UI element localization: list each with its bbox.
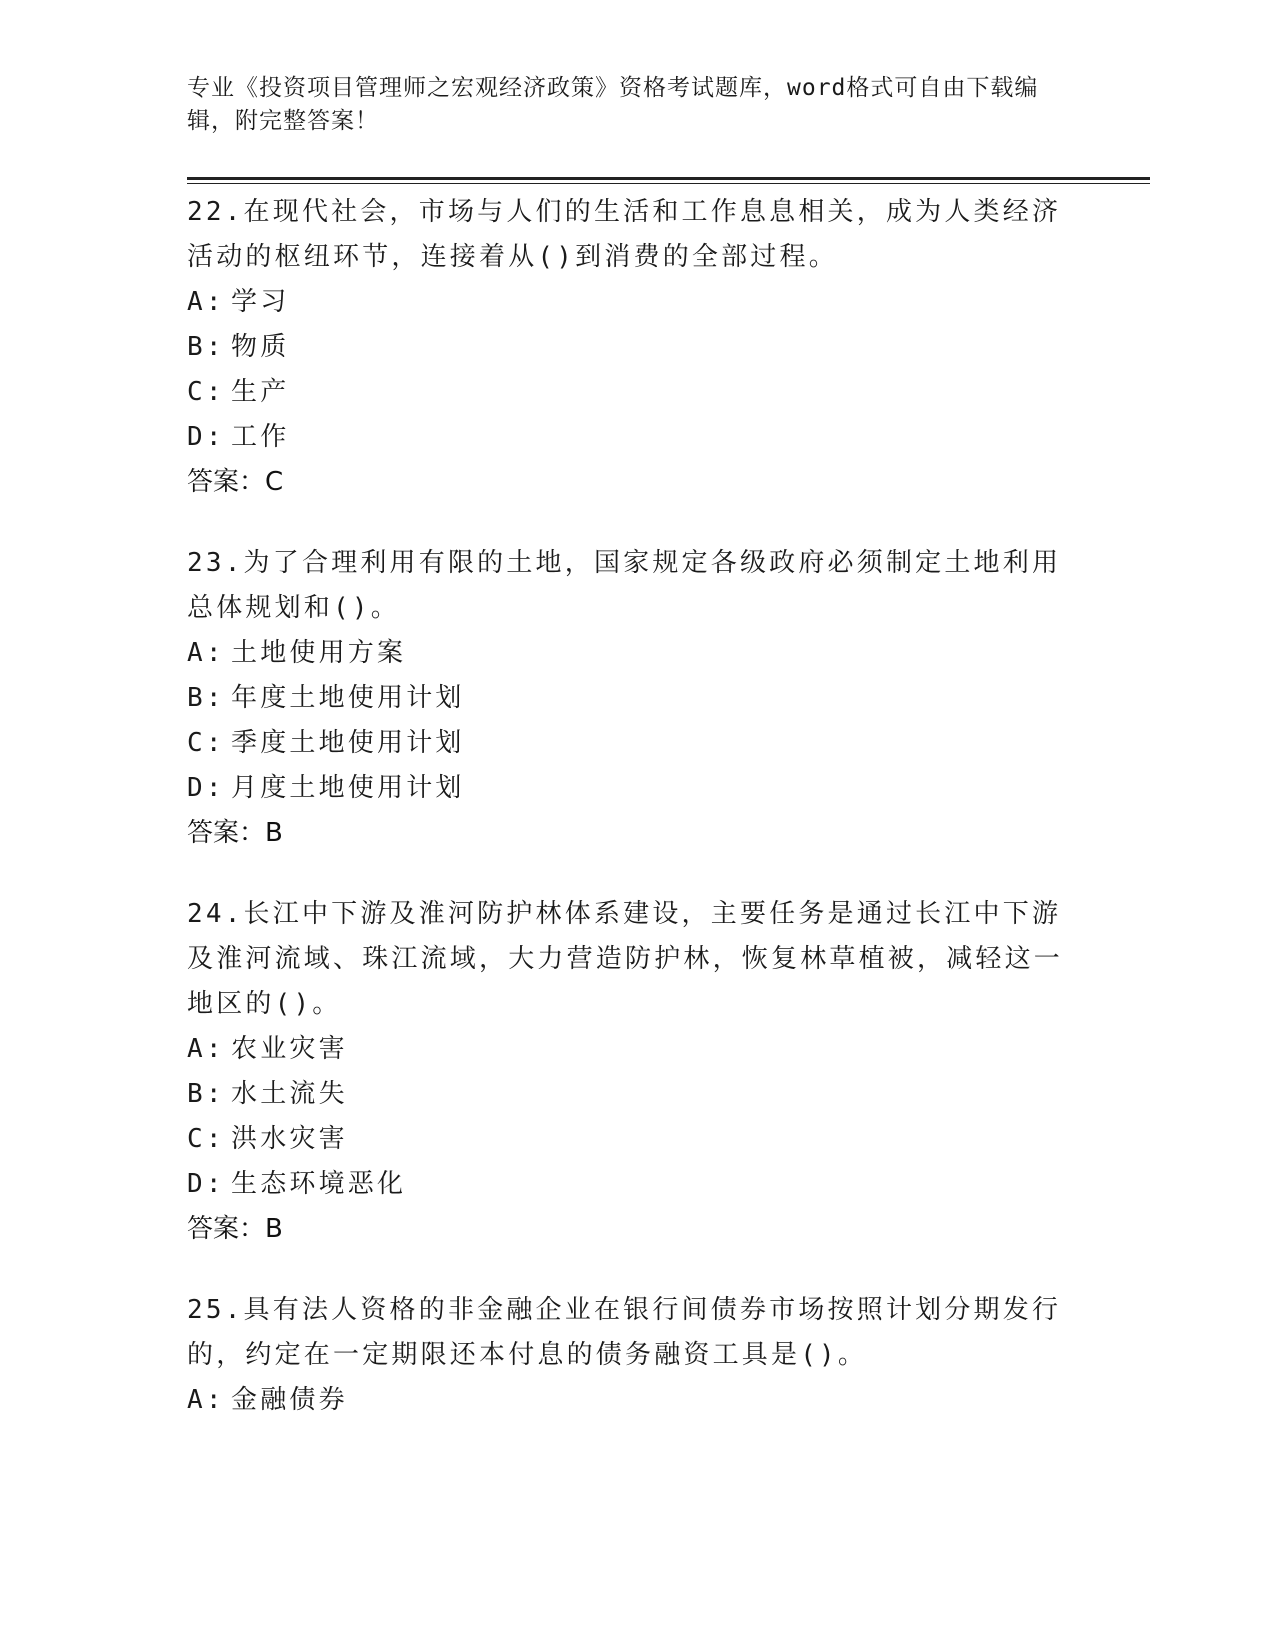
option-text: 农业灾害 — [231, 1034, 348, 1064]
answer-value: B — [265, 1214, 283, 1244]
option-letter: D: — [187, 1169, 225, 1199]
option-letter: B: — [187, 332, 225, 362]
option-letter: B: — [187, 1079, 225, 1109]
question-stem: 23.为了合理利用有限的土地，国家规定各级政府必须制定土地利用总体规划和()。 — [187, 548, 1062, 623]
option-text: 生产 — [231, 377, 290, 407]
option-letter: B: — [187, 683, 225, 713]
option-b — [187, 325, 1087, 370]
answer-line — [187, 811, 1087, 856]
answer-line — [187, 1207, 1087, 1252]
question-list — [187, 190, 1087, 1459]
question-23 — [187, 541, 1087, 856]
option-text: 工作 — [231, 422, 290, 452]
answer-line — [187, 460, 1087, 505]
question-24 — [187, 892, 1087, 1252]
option-text: 洪水灾害 — [231, 1124, 348, 1154]
question-stem: 22.在现代社会，市场与人们的生活和工作息息相关，成为人类经济活动的枢纽环节，连接着从()到消费的全部过程。 — [187, 197, 1062, 272]
option-letter: C: — [187, 1124, 225, 1154]
answer-prefix: 答案： — [187, 467, 266, 497]
option-text: 物质 — [231, 332, 290, 362]
question-22 — [187, 190, 1087, 505]
document-header: 专业《投资项目管理师之宏观经济政策》资格考试题库，word格式可自由下载编辑，附完整答案！ — [187, 75, 1039, 134]
option-c — [187, 1117, 1087, 1162]
option-text: 金融债券 — [231, 1385, 348, 1415]
answer-value: B — [265, 818, 283, 848]
option-c — [187, 721, 1087, 766]
answer-value: C — [265, 467, 284, 497]
question-25 — [187, 1288, 1087, 1423]
option-letter: D: — [187, 773, 225, 803]
option-b — [187, 676, 1087, 721]
option-d — [187, 415, 1087, 460]
option-text: 土地使用方案 — [231, 638, 407, 668]
answer-prefix: 答案： — [187, 818, 266, 848]
option-text: 季度土地使用计划 — [231, 728, 465, 758]
option-d — [187, 766, 1087, 811]
header-divider-thin — [187, 183, 1150, 184]
option-letter: D: — [187, 422, 225, 452]
option-letter: A: — [187, 1034, 225, 1064]
option-letter: A: — [187, 287, 225, 317]
option-letter: A: — [187, 1385, 225, 1415]
question-stem: 25.具有法人资格的非金融企业在银行间债券市场按照计划分期发行的，约定在一定期限还本付息的债务融资工具是()。 — [187, 1295, 1062, 1370]
option-text: 学习 — [231, 287, 290, 317]
option-text: 月度土地使用计划 — [231, 773, 465, 803]
option-text: 生态环境恶化 — [231, 1169, 407, 1199]
option-text: 年度土地使用计划 — [231, 683, 465, 713]
option-d — [187, 1162, 1087, 1207]
option-a — [187, 280, 1087, 325]
question-stem: 24.长江中下游及淮河防护林体系建设，主要任务是通过长江中下游及淮河流域、珠江流域，大力营造防护林，恢复林草植被，减轻这一地区的()。 — [187, 899, 1064, 1019]
option-a — [187, 631, 1087, 676]
header-divider-thick — [187, 177, 1150, 180]
answer-prefix: 答案： — [187, 1214, 266, 1244]
option-letter: C: — [187, 377, 225, 407]
option-text: 水土流失 — [231, 1079, 348, 1109]
option-c — [187, 370, 1087, 415]
option-letter: C: — [187, 728, 225, 758]
option-a — [187, 1378, 1087, 1423]
option-a — [187, 1027, 1087, 1072]
option-b — [187, 1072, 1087, 1117]
option-letter: A: — [187, 638, 225, 668]
